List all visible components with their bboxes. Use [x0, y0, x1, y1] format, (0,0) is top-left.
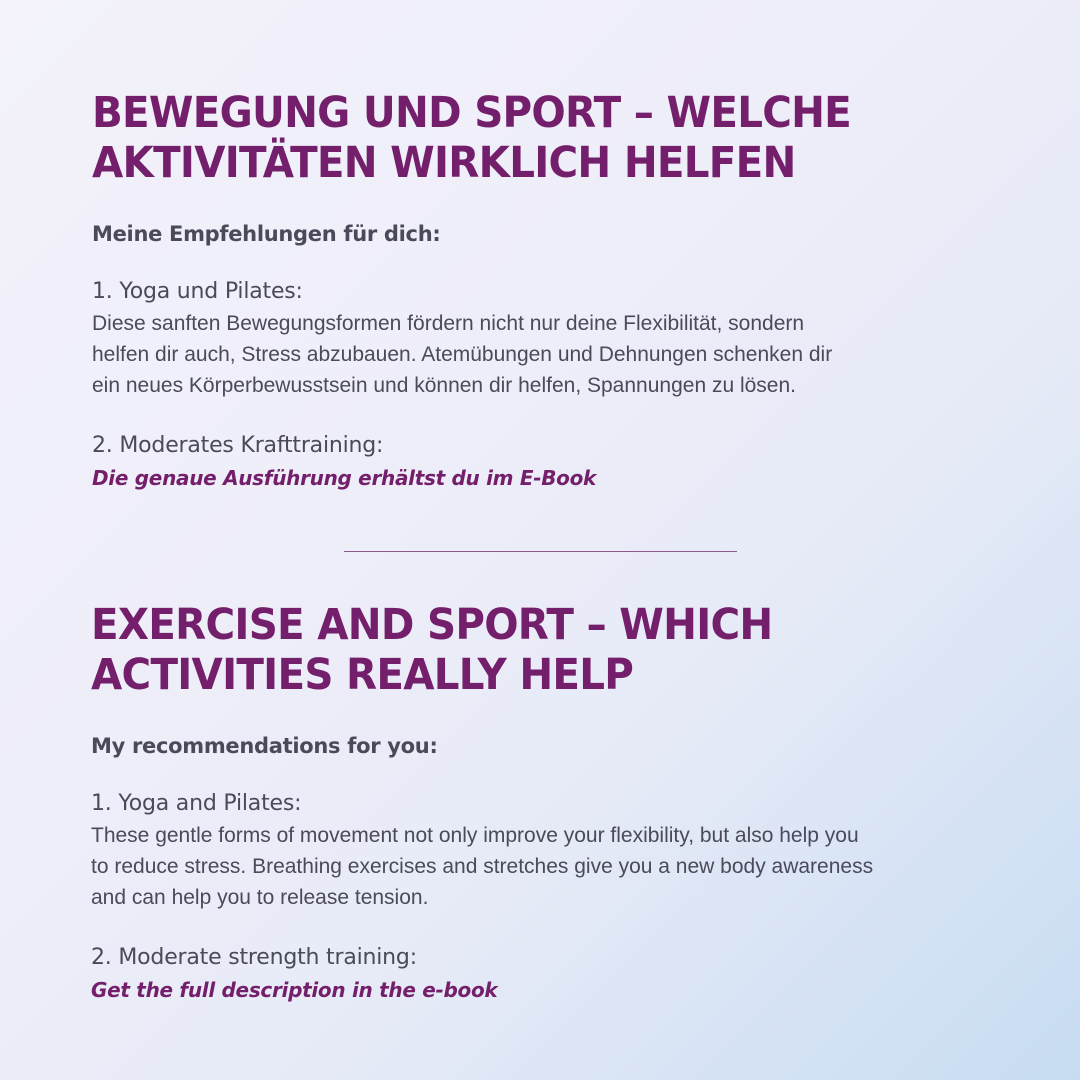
german-item-1-text-line: ein neues Körperbewusstsein und können dir helfen, Spannungen zu lösen. — [92, 374, 797, 397]
german-section — [92, 88, 992, 490]
english-section — [91, 600, 991, 1002]
section-divider — [344, 551, 737, 552]
german-heading — [92, 88, 938, 188]
english-item-2-title: 2. Moderate strength training: — [91, 945, 417, 970]
english-heading-line-1: EXERCISE AND SPORT – WHICH — [91, 600, 773, 650]
english-heading-line-2: ACTIVITIES REALLY HELP — [91, 650, 634, 700]
english-heading — [91, 600, 937, 700]
english-item-1-text-line: to reduce stress. Breathing exercises and stretches give you a new body awareness — [91, 855, 874, 878]
german-item-1-text-line: Diese sanften Bewegungsformen fördern nicht nur deine Flexibilität, sondern — [92, 312, 805, 335]
german-item-1-text — [92, 308, 992, 401]
german-heading-line-1: BEWEGUNG UND SPORT – WELCHE — [92, 88, 852, 138]
german-ebook-link[interactable]: Die genaue Ausführung erhältst du im E-Book — [92, 466, 597, 490]
english-item-1-text — [91, 820, 991, 913]
english-item-1-text-line: and can help you to release tension. — [91, 886, 429, 909]
english-item-1-text-line: These gentle forms of movement not only improve your flexibility, but also help you — [91, 824, 859, 847]
german-item-1-text-line: helfen dir auch, Stress abzubauen. Atemübungen und Dehnungen schenken dir — [92, 343, 833, 366]
german-item-1-title: 1. Yoga und Pilates: — [92, 279, 303, 304]
german-item-2-title: 2. Moderates Krafttraining: — [92, 433, 384, 458]
german-heading-line-2: AKTIVITÄTEN WIRKLICH HELFEN — [92, 138, 796, 188]
english-item-1-title: 1. Yoga and Pilates: — [91, 791, 302, 816]
german-intro: Meine Empfehlungen für dich: — [92, 222, 441, 246]
english-intro: My recommendations for you: — [91, 734, 438, 758]
english-ebook-link[interactable]: Get the full description in the e-book — [91, 978, 498, 1002]
